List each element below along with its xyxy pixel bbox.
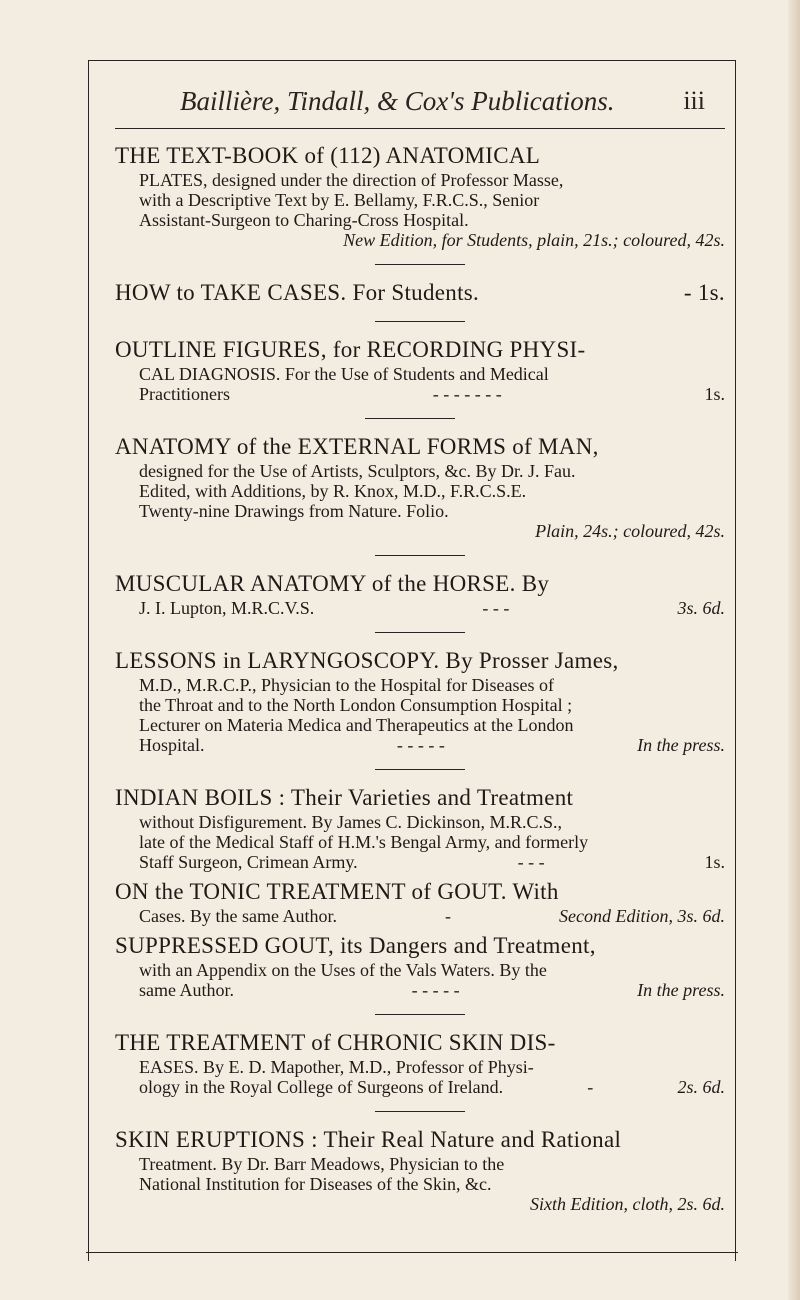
entry-line: CAL DIAGNOSIS. For the Use of Students and Medical — [139, 364, 549, 384]
entry-line: Practitioners — [139, 384, 230, 404]
entry-line: Staff Surgeon, Crimean Army. — [139, 852, 358, 872]
divider — [365, 418, 455, 419]
entry-title: INDIAN BOILS : Their Varieties and Treatment — [115, 785, 574, 810]
entry-title: MUSCULAR ANATOMY of the HORSE. By — [115, 571, 550, 596]
entry-price: Plain, 24s.; coloured, 42s. — [535, 521, 725, 541]
list-item — [115, 279, 725, 307]
entry-line: PLATES, designed under the direction of Professor Masse, — [139, 170, 564, 190]
list-item — [115, 433, 725, 541]
entry-title: OUTLINE FIGURES, for RECORDING PHYSI- — [115, 337, 586, 362]
entry-title: SUPPRESSED GOUT, its Dangers and Treatment, — [115, 933, 596, 958]
header-rule — [115, 128, 725, 129]
entry-price: 1s. — [704, 384, 725, 404]
entry-price: In the press. — [637, 735, 725, 755]
divider — [375, 555, 465, 556]
leader-dashes: - - - — [517, 852, 545, 872]
entry-line: EASES. By E. D. Mapother, M.D., Professor of Physi- — [139, 1057, 534, 1077]
leader-dashes: - - - — [482, 598, 510, 618]
entry-line: the Throat and to the North London Consumption Hospital ; — [139, 695, 573, 715]
entry-price: New Edition, for Students, plain, 21s.; coloured, 42s. — [343, 230, 725, 250]
page-edge-shadow — [788, 0, 800, 1300]
entry-line: same Author. — [139, 980, 234, 1000]
divider — [375, 321, 465, 322]
entry-line: Cases. By the same Author. — [139, 906, 337, 926]
list-item — [115, 878, 725, 926]
list-item — [115, 570, 725, 618]
divider — [375, 1111, 465, 1112]
list-item — [115, 932, 725, 1000]
entry-price: 3s. 6d. — [677, 598, 725, 618]
entry-title: LESSONS in LARYNGOSCOPY. By Prosser James, — [115, 648, 619, 673]
page-number: iii — [683, 86, 705, 115]
list-item — [115, 784, 725, 872]
entry-line: ology in the Royal College of Surgeons of Ireland. — [139, 1077, 504, 1097]
entry-title: ON the TONIC TREATMENT of GOUT. With — [115, 879, 559, 904]
list-item — [115, 1126, 725, 1214]
entry-line: without Disfigurement. By James C. Dickinson, M.R.C.S., — [139, 812, 562, 832]
divider — [375, 1014, 465, 1015]
divider — [375, 632, 465, 633]
leader-dashes: - — [445, 906, 451, 926]
leader-dashes: - - - - - - - — [432, 384, 502, 404]
entry-line: Lecturer on Materia Medica and Therapeutics at the London — [139, 715, 574, 735]
entry-price: 2s. 6d. — [677, 1077, 725, 1097]
entry-line: J. I. Lupton, M.R.C.V.S. — [139, 598, 315, 618]
running-header — [95, 86, 705, 126]
entry-line: with a Descriptive Text by E. Bellamy, F.R.C.S., Senior — [139, 190, 540, 210]
entry-line: M.D., M.R.C.P., Physician to the Hospital for Diseases of — [139, 675, 554, 695]
entry-price: Second Edition, 3s. 6d. — [559, 906, 725, 926]
entry-line: with an Appendix on the Uses of the Vals Waters. By the — [139, 960, 547, 980]
entry-line: Twenty-nine Drawings from Nature. Folio. — [139, 501, 449, 521]
entry-title: THE TREATMENT of CHRONIC SKIN DIS- — [115, 1030, 556, 1055]
entry-line: Edited, with Additions, by R. Knox, M.D., F.R.C.S.E. — [139, 481, 527, 501]
entry-price: 1s. — [704, 852, 725, 872]
entry-title: SKIN ERUPTIONS : Their Real Nature and Rational — [115, 1127, 622, 1152]
leader-dashes: - - - - - — [411, 980, 460, 1000]
entry-line: Hospital. — [139, 735, 205, 755]
entry-title: THE TEXT-BOOK of (112) ANATOMICAL — [115, 143, 541, 168]
entry-title: ANATOMY of the EXTERNAL FORMS of MAN, — [115, 434, 599, 459]
divider — [375, 769, 465, 770]
entry-line: National Institution for Diseases of the Skin, &c. — [139, 1174, 492, 1194]
list-item — [115, 336, 725, 404]
list-item — [115, 1029, 725, 1097]
entry-price: In the press. — [637, 980, 725, 1000]
entry-line: Assistant-Surgeon to Charing-Cross Hospital. — [139, 210, 469, 230]
leader-dashes: - - - - - — [396, 735, 445, 755]
entry-line: Treatment. By Dr. Barr Meadows, Physician to the — [139, 1154, 505, 1174]
header-title: Baillière, Tindall, & Cox's Publications. — [180, 86, 615, 116]
list-item — [115, 647, 725, 755]
leader-dashes: - — [587, 1077, 594, 1097]
entry-line: late of the Medical Staff of H.M.'s Bengal Army, and formerly — [139, 832, 589, 852]
list-item — [115, 142, 725, 250]
entry-title: HOW to TAKE CASES. For Students. — [115, 280, 480, 305]
entry-line: designed for the Use of Artists, Sculptors, &c. By Dr. J. Fau. — [139, 461, 576, 481]
publication-list — [115, 142, 725, 1214]
divider — [375, 264, 465, 265]
entry-price: - 1s. — [683, 280, 725, 305]
entry-price: Sixth Edition, cloth, 2s. 6d. — [530, 1194, 725, 1214]
